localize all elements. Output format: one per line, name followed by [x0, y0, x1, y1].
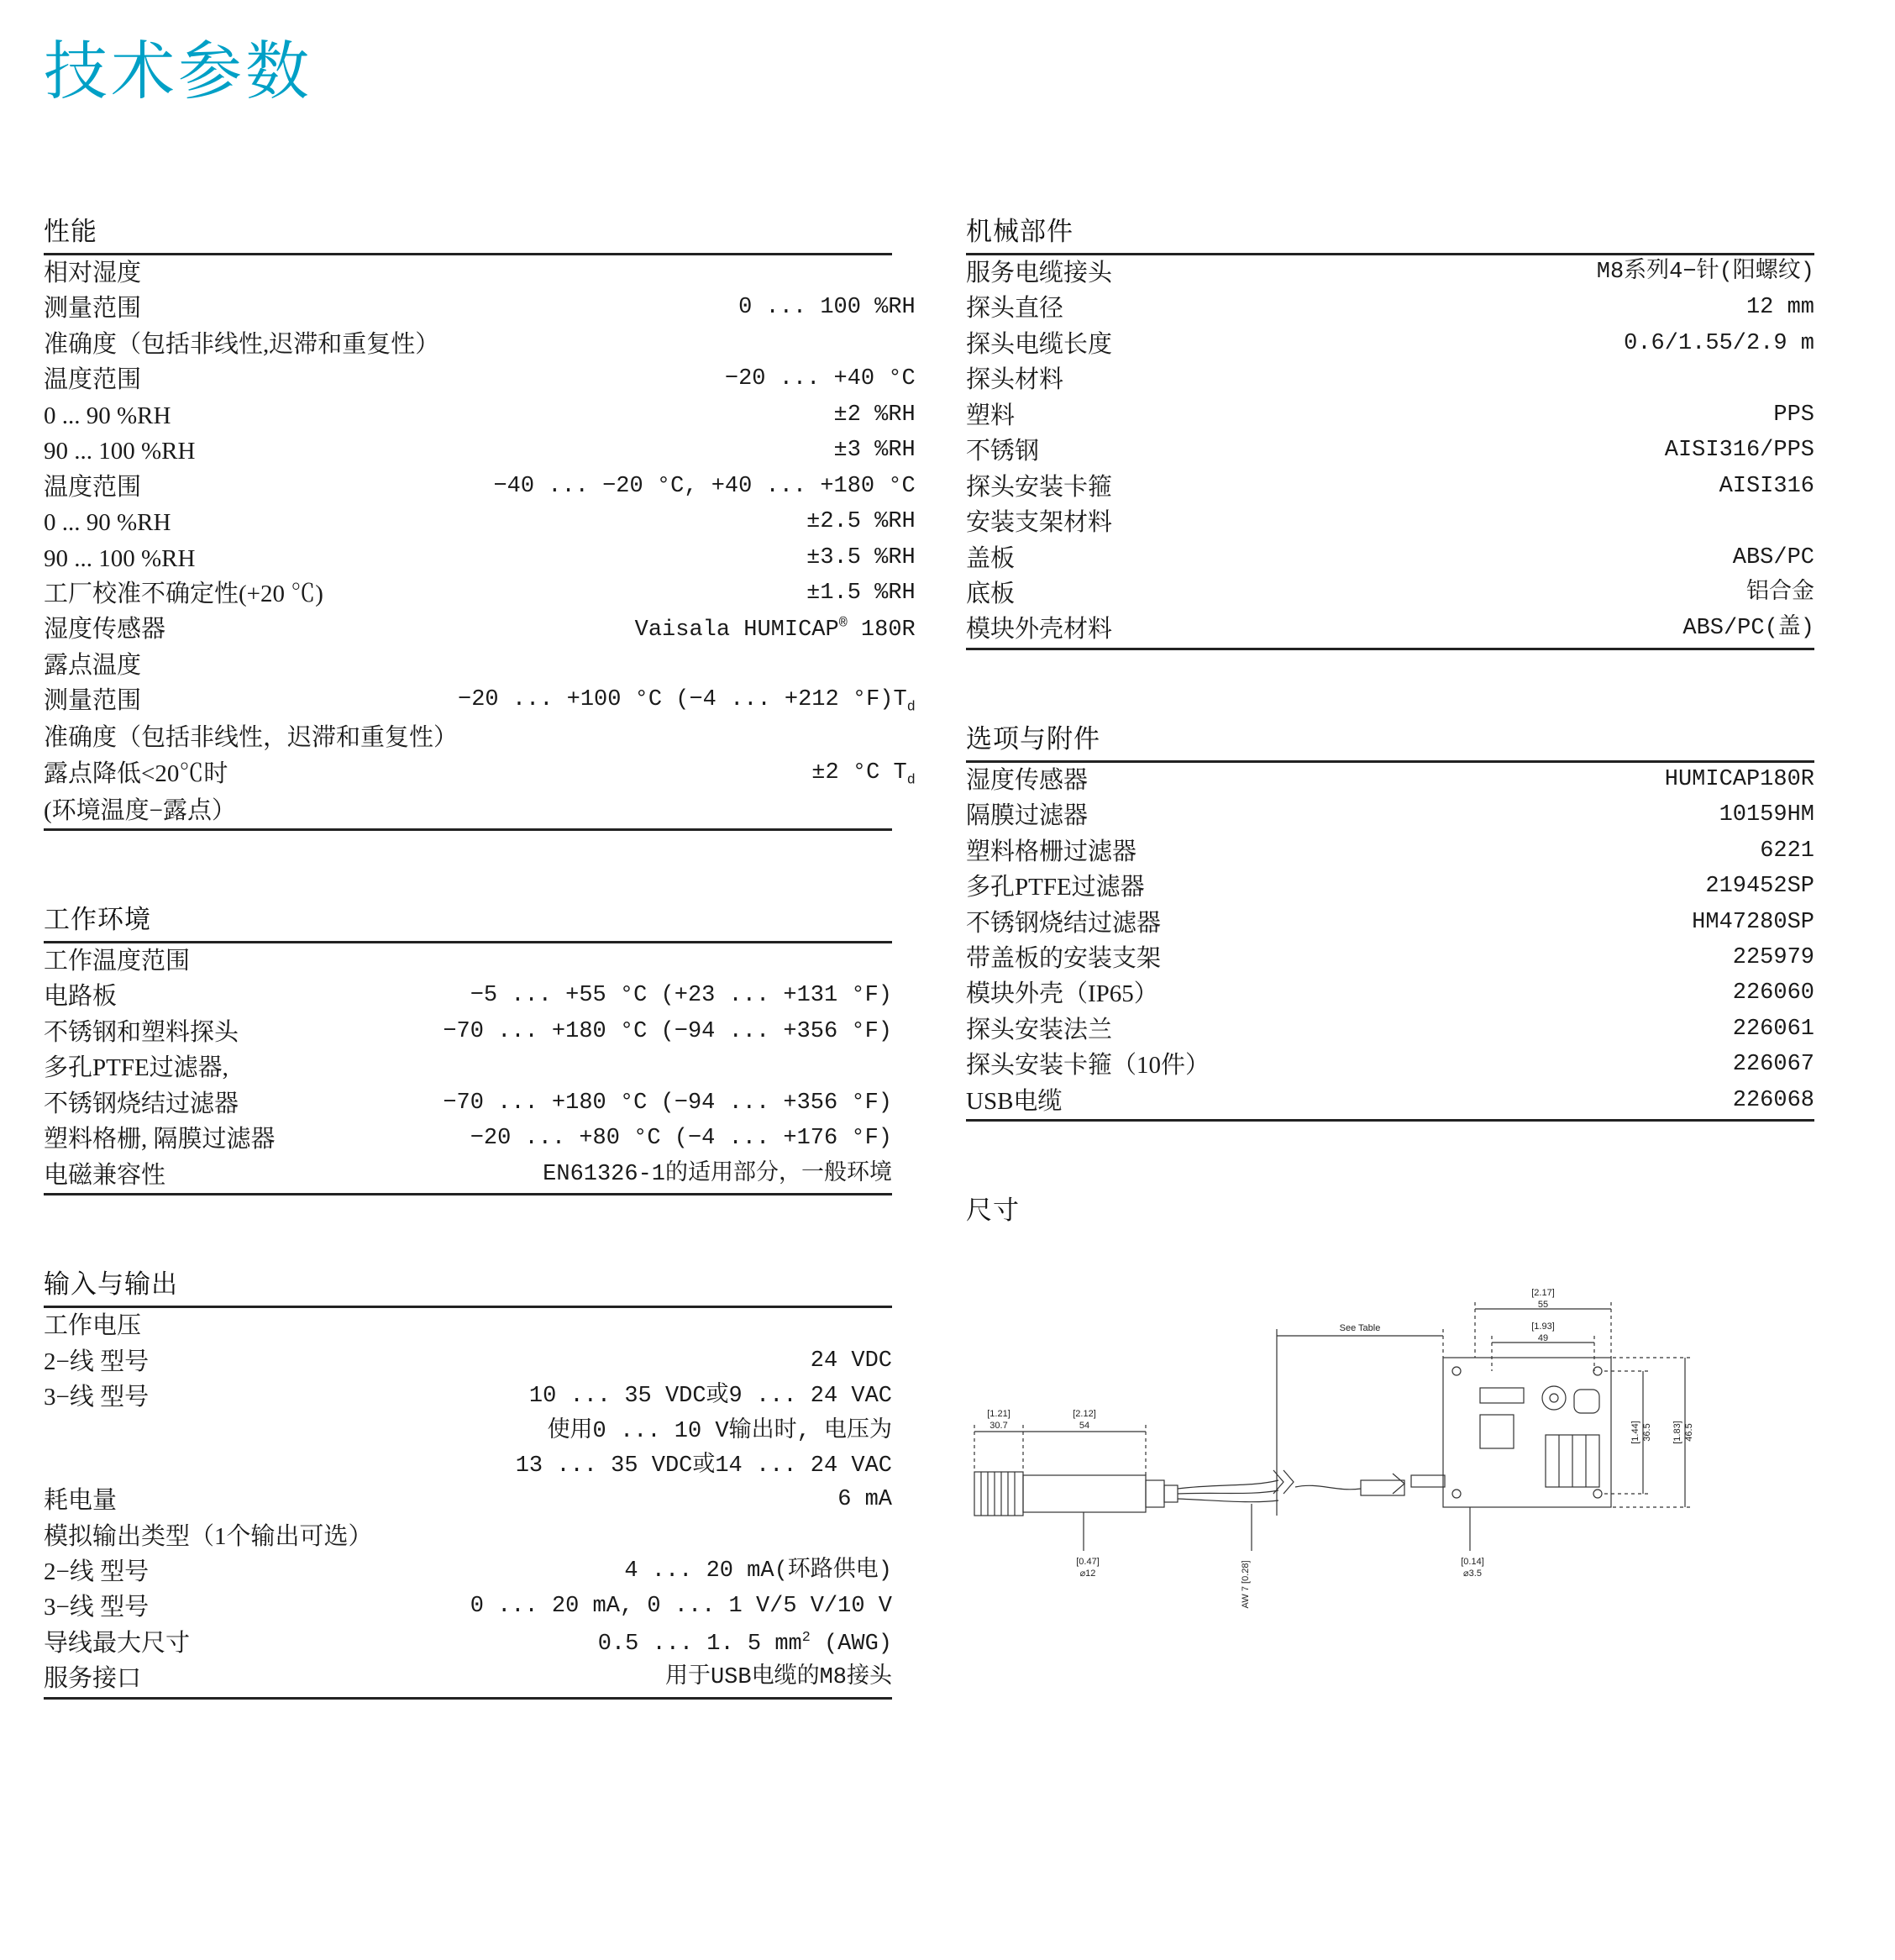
spec-row [966, 362, 1814, 397]
spec-value: −5 ... +55 °C (+23 ... +131 °F) [470, 983, 892, 1009]
spec-label: 服务接口 [44, 1665, 142, 1693]
spec-value: PPS [1773, 402, 1814, 428]
dim-see-table: See Table [1339, 1323, 1381, 1334]
section-title-options: 选项与附件 [966, 723, 1100, 754]
spec-label: 工作电压 [44, 1312, 142, 1340]
spec-row [44, 1015, 892, 1050]
right-column [966, 210, 1814, 1658]
spec-row [966, 291, 1814, 326]
spec-label: 温度范围 [44, 473, 142, 501]
spec-label: 不锈钢和塑料探头 [44, 1018, 239, 1046]
left-column [44, 210, 916, 1708]
section-title-performance: 性能 [44, 217, 97, 246]
spec-value: M8系列4−针(阳螺纹) [1596, 260, 1814, 285]
dimension-drawing [966, 1255, 1814, 1650]
spec-value: ±2 °C $T_d$ [811, 759, 916, 789]
dim-d7-mm: ⌀12 [1079, 1569, 1096, 1579]
dim-d5-in: [1.44] [1630, 1421, 1640, 1444]
environment-table-wrap [44, 941, 892, 1195]
spec-label: 90 ... 100 %RH [44, 438, 196, 465]
spec-label: 测量范围 [44, 687, 142, 715]
spec-row [44, 1590, 892, 1625]
io-rows [44, 1308, 892, 1697]
spec-label: 3−线 型号 [44, 1383, 150, 1411]
spec-value: AISI316 [1719, 473, 1814, 499]
spec-value: −70 ... +180 °C (−94 ... +356 °F) [443, 1090, 892, 1116]
spec-label: 塑料格栅过滤器 [966, 838, 1137, 865]
spec-row [44, 362, 916, 397]
spec-label [44, 1449, 415, 1483]
spec-row [966, 870, 1814, 905]
spec-label: 塑料 [966, 402, 1016, 429]
spec-label: 准确度（包括非线性,迟滞和重复性） [44, 330, 440, 358]
spec-row [966, 1084, 1814, 1119]
spec-value [415, 1519, 892, 1554]
spec-row [44, 1554, 892, 1590]
dim-d8-in: [0.14] [1461, 1557, 1484, 1568]
spec-row [44, 1379, 892, 1415]
spec-row [966, 798, 1814, 833]
options-rows [966, 763, 1814, 1119]
section-environment [44, 898, 892, 1195]
spec-row [966, 976, 1814, 1012]
spec-value: 226060 [1732, 980, 1814, 1006]
spec-value: 4 ... 20 mA(环路供电) [624, 1558, 892, 1584]
spec-row [966, 505, 1814, 540]
spec-label: 0 ... 90 %RH [44, 509, 171, 537]
dim-d3-mm: 55 [1537, 1300, 1549, 1311]
spec-value [415, 1308, 892, 1343]
spec-value: 226067 [1732, 1052, 1814, 1078]
section-title-io: 输入与输出 [44, 1269, 178, 1300]
spec-value: ±3 %RH [833, 438, 916, 464]
spec-row [44, 398, 916, 434]
spec-value [1307, 505, 1814, 540]
spec-value: ±3.5 %RH [806, 544, 916, 570]
spec-row [966, 576, 1814, 612]
spec-label: 服务电缆接头 [966, 260, 1113, 286]
spec-value: 用于USB电缆的M8接头 [664, 1665, 892, 1691]
spec-row [44, 1626, 892, 1661]
spec-label: 底板 [966, 580, 1016, 607]
probe-connector [1146, 1480, 1164, 1507]
spec-value: 225979 [1732, 945, 1814, 970]
spec-row [966, 398, 1814, 434]
spec-row [966, 834, 1814, 870]
performance-table [44, 255, 916, 828]
spec-row [966, 1012, 1814, 1048]
spec-value [458, 720, 916, 755]
spec-value: 0.5 ... 1. 5 $mm^2$ (AWG) [597, 1629, 892, 1657]
dim-d4-mm: 49 [1537, 1333, 1549, 1344]
spec-label: 温度范围 [44, 366, 142, 394]
spec-value: 226061 [1732, 1016, 1814, 1042]
spec-label: 模块外壳材料 [966, 616, 1113, 644]
spec-row [44, 434, 916, 469]
spec-value: ABS/PC(盖) [1682, 616, 1814, 642]
spec-label: 露点降低<20℃时 [44, 759, 228, 787]
spec-value: ABS/PC [1732, 544, 1814, 570]
spec-label [44, 1415, 415, 1448]
spec-value: 6221 [1760, 838, 1814, 864]
spec-row [44, 1449, 892, 1483]
spec-value: 219452SP [1705, 874, 1814, 900]
spec-row [44, 1050, 892, 1085]
spec-value: 13 ... 35 VDC或14 ... 24 VAC [515, 1453, 892, 1479]
spec-label: 探头安装卡箍（10件） [966, 1052, 1210, 1080]
spec-row [44, 1344, 892, 1379]
spec-value: ±2 %RH [833, 402, 916, 428]
spec-value: 0 ... 100 %RH [738, 295, 916, 321]
spec-label: 湿度传感器 [966, 766, 1089, 794]
mechanical-table [966, 255, 1814, 648]
spec-row [44, 291, 916, 326]
spec-value: 12 mm [1745, 295, 1814, 321]
section-title-dimensions: 尺寸 [966, 1195, 1020, 1226]
spec-value: 铝合金 [1746, 580, 1814, 606]
environment-table [44, 943, 892, 1193]
spec-label: 工作温度范围 [44, 948, 191, 975]
spec-label: 多孔PTFE过滤器, [44, 1054, 228, 1082]
spec-label: 多孔PTFE过滤器 [966, 874, 1145, 901]
spec-value: −40 ... −20 °C, +40 ... +180 °C [493, 473, 916, 499]
spec-label: 导线最大尺寸 [44, 1629, 191, 1657]
section-title-environment: 工作环境 [44, 905, 151, 935]
performance-rows [44, 255, 916, 828]
section-io [44, 1263, 892, 1700]
spec-label: 90 ... 100 %RH [44, 544, 196, 572]
spec-row [44, 1158, 892, 1193]
io-table [44, 1308, 892, 1697]
spec-label: USB电缆 [966, 1087, 1063, 1115]
spec-label: 盖板 [966, 544, 1016, 572]
spec-value: AISI316/PPS [1664, 438, 1814, 464]
spec-row [966, 470, 1814, 505]
spec-label: 带盖板的安装支架 [966, 945, 1162, 972]
probe-shaft [1023, 1475, 1146, 1512]
spec-row [44, 255, 916, 291]
spec-row [44, 612, 916, 647]
spec-value: 226068 [1732, 1087, 1814, 1113]
spec-value: 使用0 ... 10 V输出时, 电压为 [547, 1419, 892, 1445]
spec-label: 电路板 [44, 983, 118, 1011]
spec-value [458, 255, 916, 291]
section-mechanical [966, 210, 1814, 650]
mechanical-table-wrap [966, 253, 1814, 650]
spec-row [44, 979, 892, 1014]
spec-value: HUMICAP180R [1664, 766, 1814, 792]
section-title-mechanical: 机械部件 [966, 217, 1073, 246]
section-dimensions [966, 1189, 1814, 1650]
spec-row [44, 943, 892, 979]
dim-aw7: AW 7 [0.28] [1241, 1560, 1251, 1609]
spec-value [332, 943, 892, 979]
spec-label: 安装支架材料 [966, 509, 1113, 537]
spec-label: 探头安装法兰 [966, 1016, 1113, 1043]
spec-row [44, 1661, 892, 1696]
spec-row [44, 793, 916, 828]
spec-value: −20 ... +100 °C (−4 ... +212 $^\circ F)T_d$ [458, 687, 916, 716]
spec-label: 露点温度 [44, 651, 142, 679]
dim-d2-mm: 54 [1079, 1421, 1090, 1432]
section-performance [44, 210, 916, 831]
spec-label: 隔膜过滤器 [966, 802, 1089, 830]
spec-label: 相对湿度 [44, 260, 142, 286]
io-table-wrap [44, 1306, 892, 1700]
spec-value: −20 ... +80 °C (−4 ... +176 °F) [470, 1126, 892, 1152]
spec-row [44, 1122, 892, 1157]
performance-table-wrap [44, 253, 916, 831]
spec-label: 耗电量 [44, 1487, 118, 1515]
spec-value: −70 ... +180 °C (−94 ... +356 °F) [443, 1018, 892, 1044]
mechanical-rows [966, 255, 1814, 648]
spec-value: ±1.5 %RH [806, 580, 916, 606]
spec-label: 探头安装卡箍 [966, 473, 1113, 501]
dimension-drawing-svg [966, 1255, 1814, 1650]
spec-row [966, 1048, 1814, 1083]
spec-value: ±2.5 %RH [806, 509, 916, 535]
spec-row [966, 941, 1814, 976]
spec-value [332, 1050, 892, 1085]
spec-label: 不锈钢 [966, 438, 1040, 465]
spec-value: 10 ... 35 VDC或9 ... 24 VAC [528, 1383, 892, 1409]
spec-row [966, 763, 1814, 798]
spec-row [44, 1483, 892, 1518]
spec-row [966, 434, 1814, 469]
spec-row [44, 505, 916, 540]
spec-row [44, 683, 916, 720]
spec-label: 模拟输出类型（1个输出可选） [44, 1522, 373, 1550]
spec-label: 2−线 型号 [44, 1558, 150, 1585]
spec-label: 不锈钢烧结过滤器 [966, 909, 1162, 937]
spec-row [44, 648, 916, 683]
section-options [966, 717, 1814, 1122]
dim-d8-mm: ⌀3.5 [1463, 1569, 1482, 1579]
spec-label: 0 ... 90 %RH [44, 402, 171, 429]
page-title: 技术参数 [44, 36, 312, 108]
spec-value [458, 793, 916, 828]
spec-row [966, 612, 1814, 647]
spec-row [44, 1415, 892, 1448]
dim-d3-in: [2.17] [1531, 1288, 1555, 1299]
spec-value: 0.6/1.55/2.9 m [1624, 330, 1814, 356]
spec-value [458, 648, 916, 683]
spec-label: (环境温度−露点） [44, 796, 237, 824]
spec-label: 塑料格栅, 隔膜过滤器 [44, 1126, 276, 1153]
spec-value: −20 ... +40 °C [724, 366, 916, 392]
dim-d1-mm: 30.7 [989, 1421, 1008, 1432]
spec-row [44, 720, 916, 755]
spec-value: 10159HM [1719, 802, 1814, 828]
spec-label: 工厂校准不确定性(+20 ℃) [44, 580, 323, 607]
spec-row [44, 1519, 892, 1554]
spec-row [44, 541, 916, 576]
spec-label: 2−线 型号 [44, 1348, 150, 1375]
options-table-wrap [966, 760, 1814, 1122]
spec-value [458, 327, 916, 362]
dim-d1-in: [1.21] [987, 1409, 1010, 1420]
spec-row [966, 255, 1814, 291]
spec-value [1307, 362, 1814, 397]
spec-value: Vaisala HUMICAP® 180R [634, 616, 916, 644]
spec-label: 准确度（包括非线性，迟滞和重复性） [44, 724, 459, 752]
spec-value: 6 mA [837, 1487, 892, 1513]
options-table [966, 763, 1814, 1119]
dim-d6-in: [1.83] [1672, 1421, 1682, 1444]
spec-label: 探头直径 [966, 295, 1064, 323]
dim-d6-mm: 46.5 [1684, 1423, 1694, 1442]
spec-value: EN61326-1的适用部分，一般环境 [543, 1161, 892, 1187]
spec-label: 电磁兼容性 [44, 1161, 166, 1189]
spec-label: 不锈钢烧结过滤器 [44, 1090, 239, 1117]
dim-d7-in: [0.47] [1076, 1557, 1100, 1568]
spec-row [44, 756, 916, 793]
spec-label: 探头材料 [966, 366, 1064, 394]
spec-label: 探头电缆长度 [966, 330, 1113, 358]
spec-row [966, 906, 1814, 941]
spec-row [966, 327, 1814, 362]
spec-row [966, 541, 1814, 576]
spec-row [44, 576, 916, 612]
spec-label: 湿度传感器 [44, 616, 166, 644]
spec-value: 0 ... 20 mA, 0 ... 1 V/5 V/10 V [470, 1594, 892, 1620]
dim-d2-in: [2.12] [1073, 1409, 1096, 1420]
spec-label: 模块外壳（IP65） [966, 980, 1158, 1008]
spec-row [44, 327, 916, 362]
probe-filter [974, 1472, 1023, 1516]
spec-value: HM47280SP [1692, 909, 1814, 935]
dim-d5-mm: 36.5 [1642, 1423, 1652, 1442]
spec-value: 24 VDC [810, 1348, 892, 1374]
spec-row [44, 1308, 892, 1343]
dim-d4-in: [1.93] [1531, 1322, 1555, 1332]
environment-rows [44, 943, 892, 1193]
spec-label: 测量范围 [44, 295, 142, 323]
spec-row [44, 470, 916, 505]
spec-label: 3−线 型号 [44, 1594, 150, 1621]
spec-row [44, 1086, 892, 1122]
